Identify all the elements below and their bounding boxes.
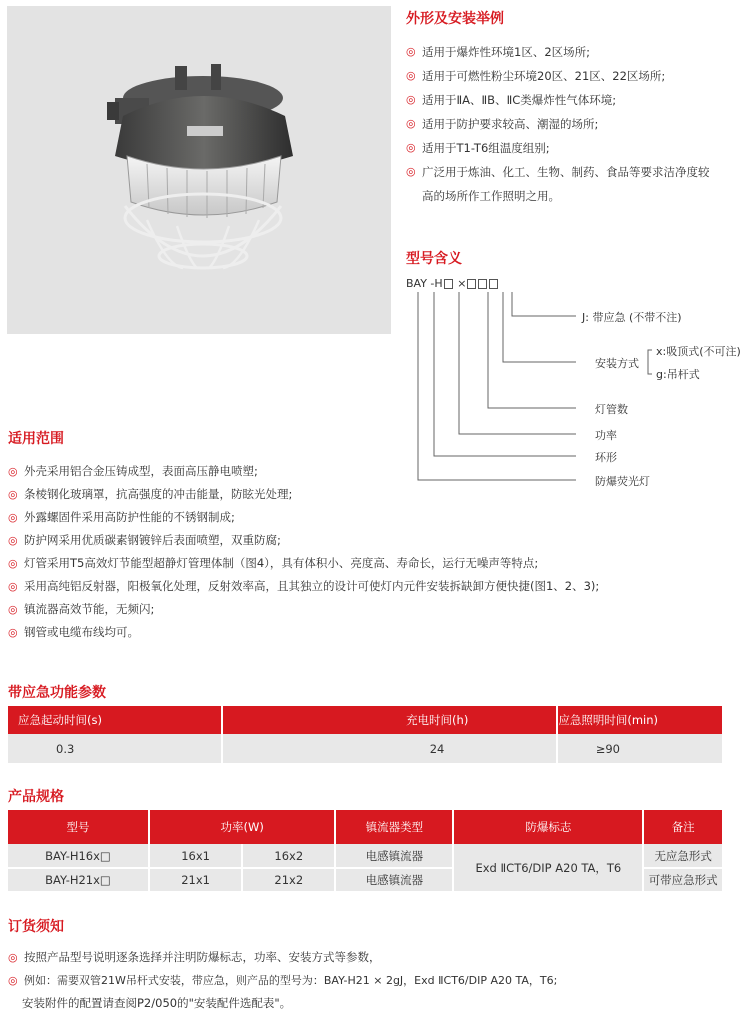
list-item: ◎ 按照产品型号说明逐条选择并注明防爆标志，功率、安装方式等参数， [8, 946, 557, 969]
list-item: ◎ 适用于ⅡA、ⅡB、ⅡC类爆炸性气体环境; [406, 88, 710, 112]
table-header: 镇流器类型 [335, 810, 453, 844]
list-item: ◎ 外壳采用铝合金压铸成型，表面高压静电喷塑; [8, 460, 599, 483]
spec-table [8, 810, 722, 893]
table-cell: 16x1 [149, 844, 242, 868]
table-header: 充电时间(h) [222, 706, 557, 734]
table-header: 应急照明时间(min) [557, 706, 722, 734]
bullet-icon: ◎ [8, 974, 18, 987]
label-lamp: 防爆荧光灯 [595, 475, 650, 488]
list-item: ◎ 灯管采用T5高效灯节能型超静灯管理体制（图4），具有体积小、亮度高、寿命长，运行无噪声等特点; [8, 552, 599, 575]
table-row [8, 844, 722, 868]
bullet-icon: ◎ [8, 534, 18, 547]
table-cell: 21x2 [242, 868, 335, 892]
list-item: ◎ 例如：需要双管21W吊杆式安装，带应急，则产品的型号为：BAY-H21 × 2gJ，Exd ⅡCT6/DIP A20 TA，T6; [8, 969, 557, 992]
explosion-proof-lamp-illustration [7, 6, 391, 334]
list-item: 高的场所作工作照明之用。 [422, 189, 560, 203]
order-note: 安装附件的配置请查阅P2/050的"安装配件选配表"。 [22, 996, 292, 1010]
table-cell: 16x2 [242, 844, 335, 868]
emergency-table [8, 706, 722, 765]
bullet-icon: ◎ [406, 93, 416, 106]
bullet-icon: ◎ [8, 557, 18, 570]
label-power: 功率 [595, 429, 617, 442]
table-cell: BAY-H16x□ [8, 844, 149, 868]
table-cell: ≥90 [557, 734, 722, 764]
table-header: 应急起动时间(s) [8, 706, 222, 734]
list-item: ◎ 适用于T1-T6组温度组别; [406, 136, 710, 160]
list-item: ◎ 适用于防护要求较高、潮湿的场所; [406, 112, 710, 136]
bullet-icon: ◎ [406, 45, 416, 58]
list-item: ◎ 外露螺固件采用高防护性能的不锈钢制成; [8, 506, 599, 529]
order-title: 订货须知 [8, 919, 64, 935]
label-install-g: g:吊杆式 [656, 368, 700, 381]
bullet-icon: ◎ [8, 951, 18, 964]
label-emergency: J: 带应急 (不带不注) [582, 311, 682, 324]
list-item: ◎ 适用于爆炸性环境1区、2区场所; [406, 40, 710, 64]
label-install-x: x:吸顶式(不可注) [656, 345, 741, 358]
table-header: 备注 [643, 810, 722, 844]
label-ring: 环形 [595, 451, 617, 464]
bullet-icon: ◎ [406, 165, 416, 178]
bullet-icon: ◎ [8, 580, 18, 593]
list-item: ◎ 镇流器高效节能，无频闪; [8, 598, 599, 621]
list-item: ◎ 条棱钢化玻璃罩，抗高强度的冲击能量，防眩光处理; [8, 483, 599, 506]
table-cell: 21x1 [149, 868, 242, 892]
ex-mark-cell: Exd ⅡCT6/DIP A20 TA，T6 [453, 844, 643, 892]
product-photo [7, 6, 391, 334]
scope-list [8, 460, 599, 644]
list-item: ◎ 钢管或电缆布线均可。 [8, 621, 599, 644]
bullet-icon: ◎ [8, 511, 18, 524]
list-item: ◎ 防护网采用优质碳素钢镀锌后表面喷塑，双重防腐; [8, 529, 599, 552]
label-install: 安装方式 [595, 357, 639, 370]
bullet-icon: ◎ [406, 69, 416, 82]
table-cell: 0.3 [8, 734, 222, 764]
bullet-icon: ◎ [406, 117, 416, 130]
spec-title: 产品规格 [8, 789, 64, 805]
table-cell: 24 [222, 734, 557, 764]
scope-title: 适用范围 [8, 431, 64, 447]
list-item: ◎ 采用高纯铝反射器，阳极氧化处理，反射效率高，且其独立的设计可使灯内元件安装拆缺卸方便快捷(图1、2、3); [8, 575, 599, 598]
table-cell: 可带应急形式 [643, 868, 722, 892]
table-cell: 电感镇流器 [335, 844, 453, 868]
list-item: ◎ 广泛用于炼油、化工、生物、制药、食品等要求洁净度较 [406, 160, 710, 184]
bullet-icon: ◎ [8, 465, 18, 478]
table-cell: 无应急形式 [643, 844, 722, 868]
table-header: 防爆标志 [453, 810, 643, 844]
table-header: 型号 [8, 810, 149, 844]
appearance-list [406, 40, 710, 208]
model-title: 型号含义 [406, 251, 462, 267]
appearance-title: 外形及安装举例 [406, 11, 504, 27]
model-code: BAY -H × [406, 277, 499, 290]
table-cell: BAY-H21x□ [8, 868, 149, 892]
bullet-icon: ◎ [8, 488, 18, 501]
emergency-title: 带应急功能参数 [8, 685, 106, 701]
table-header: 功率(W) [149, 810, 335, 844]
bullet-icon: ◎ [8, 603, 18, 616]
label-tubes: 灯管数 [595, 403, 628, 416]
table-cell: 电感镇流器 [335, 868, 453, 892]
list-item: ◎ 适用于可燃性粉尘环境20区、21区、22区场所; [406, 64, 710, 88]
bullet-icon: ◎ [406, 141, 416, 154]
bullet-icon: ◎ [8, 626, 18, 639]
order-list [8, 946, 557, 1015]
